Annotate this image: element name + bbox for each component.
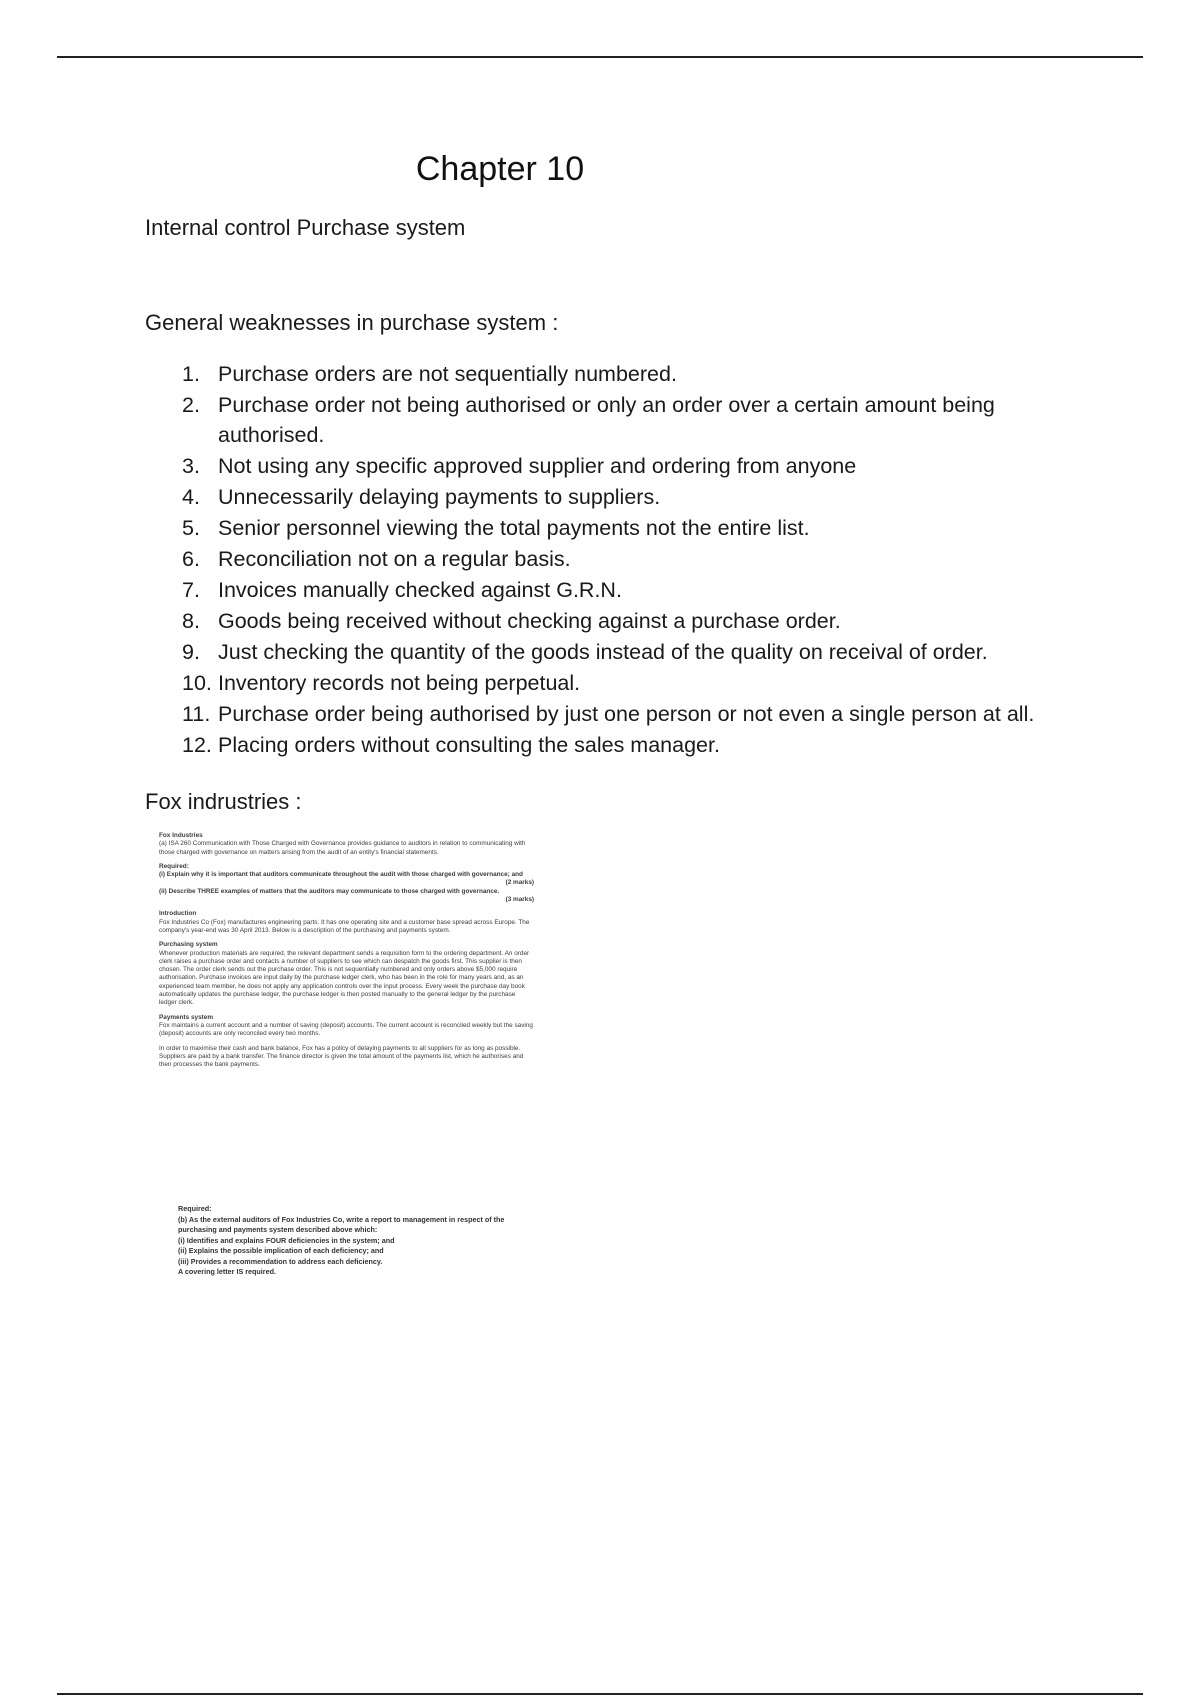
scan-payments-text-2: In order to maximise their cash and bank balance, Fox has a policy of delaying payments to all suppliers for as long as possible. Suppliers are paid by a bank transfer. The finance director is given the total amount of the payments list, which he authorises and then processes the bank payments. [159, 1044, 524, 1069]
scan-req-i-marks-row [159, 879, 534, 887]
weakness-text: Placing orders without consulting the sales manager. [218, 733, 720, 757]
weakness-item [145, 359, 1065, 389]
scan-req-ii-marks: (3 marks) [505, 896, 534, 904]
weakness-number: 9. [182, 640, 200, 664]
weaknesses-heading: General weaknesses in purchase system : [145, 310, 559, 335]
footer-rule [57, 1693, 1143, 1695]
weakness-item [145, 730, 1065, 760]
scan-upper-block [159, 832, 534, 1075]
scan-req-i: (i) Explain why it is important that auditors communicate throughout the audit with those charged with governance; and [159, 871, 523, 879]
weakness-number: 2. [182, 393, 200, 417]
scan-required-b-block [178, 1204, 618, 1278]
scan-required-label: Required: [159, 862, 189, 870]
scan-req-i-marks: (2 marks) [505, 879, 534, 887]
weakness-item [145, 451, 1065, 481]
weakness-item [145, 390, 1065, 450]
weakness-number: 6. [182, 547, 200, 571]
page-title: Chapter 10 [415, 150, 585, 188]
scan-required-b-line: (b) As the external auditors of Fox Industries Co, write a report to management in respect of the [178, 1214, 505, 1224]
weakness-number: 7. [182, 578, 200, 602]
weakness-item [145, 575, 1065, 605]
scan-required-b-line: Required: [178, 1204, 212, 1213]
scan-intro-heading: Introduction [159, 910, 197, 918]
weakness-text: Inventory records not being perpetual. [218, 671, 581, 695]
weakness-number: 1. [182, 362, 200, 386]
scan-required-b-line: (ii) Explains the possible implication of each deficiency; and [178, 1246, 384, 1255]
weakness-text: Not using any specific approved supplier and ordering from anyone [218, 454, 857, 478]
weakness-item [145, 699, 1065, 729]
weakness-text: Purchase order being authorised by just one person or not even a single person at all. [218, 702, 1035, 726]
scan-payments-heading: Payments system [159, 1013, 213, 1021]
weakness-number: 10. [182, 671, 212, 695]
page-subtitle: Internal control Purchase system [145, 215, 466, 240]
weakness-text: Goods being received without checking against a purchase order. [218, 609, 841, 633]
scan-purchasing-heading: Purchasing system [159, 941, 218, 949]
weakness-number: 8. [182, 609, 200, 633]
fox-heading: Fox indrustries : [145, 789, 302, 814]
fox-industries-scanned-image [153, 832, 623, 1302]
weakness-text: Just checking the quantity of the goods instead of the quality on receival of order. [218, 640, 988, 664]
weakness-item [145, 606, 1065, 636]
weakness-text: Unnecessarily delaying payments to suppliers. [218, 485, 661, 509]
weakness-item [145, 513, 1065, 543]
weakness-text: Senior personnel viewing the total payments not the entire list. [218, 516, 810, 540]
weakness-text: Purchase order not being authorised or only an order over a certain amount being authorised. [218, 393, 995, 447]
weakness-item [145, 482, 1065, 512]
weaknesses-list [145, 359, 1065, 761]
weakness-item [145, 668, 1065, 698]
scan-intro-a: (a) ISA 260 Communication with Those Charged with Governance provides guidance to auditors in relation to communicating with those charged with governance on matters arising from the audit of an entity's financial statements. [159, 840, 526, 856]
weakness-item [145, 637, 1065, 667]
scan-purchasing-text: Whenever production materials are required, the relevant department sends a requisition form to the ordering department. An order clerk raises a purchase order and contacts a number of suppliers to see which can despatch the goods first. This supplier is then chosen. The order clerk sends out the purchase order. This is not sequentially numbered and only orders above $5,000 require authorisation. Purchase invoices are input daily by the purchase ledger clerk, who has been in the role for many years and, as an experienced team member, he does not apply any application controls over the input process. Every week the purchase day book automatically updates the purchase ledger, the purchase ledger is then posted manually to the general ledger by the purchase ledger clerk. [159, 949, 530, 1007]
weakness-text: Reconciliation not on a regular basis. [218, 547, 571, 571]
weakness-number: 3. [182, 454, 200, 478]
scan-required-b-line: (iii) Provides a recommendation to address each deficiency. [178, 1256, 383, 1266]
weakness-item [145, 544, 1065, 574]
scan-req-ii-marks-row [159, 896, 534, 904]
weakness-number: 5. [182, 516, 200, 540]
header-rule [57, 56, 1143, 58]
weakness-text: Invoices manually checked against G.R.N. [218, 578, 622, 602]
weakness-number: 4. [182, 485, 200, 509]
weakness-text: Purchase orders are not sequentially numbered. [218, 362, 677, 386]
weakness-number: 11. [182, 702, 211, 726]
scan-required-b-line: A covering letter IS required. [178, 1267, 276, 1276]
scan-required-b-line: purchasing and payments system described above which: [178, 1225, 378, 1234]
scan-req-ii: (ii) Describe THREE examples of matters that the auditors may communicate to those charged with governance. [159, 887, 500, 895]
scan-payments-text: Fox maintains a current account and a number of saving (deposit) accounts. The current account is reconciled weekly but the saving (deposit) accounts are only reconciled every two months. [159, 1021, 533, 1038]
scan-intro-text: Fox Industries Co (Fox) manufactures engineering parts. It has one operating site and a customer base spread across Europe. The company's year-end was 30 April 2013. Below is a description of the purchasing and payments system. [159, 918, 530, 934]
weakness-number: 12. [182, 733, 212, 757]
scan-title: Fox Industries [159, 832, 203, 839]
scan-required-b-line: (i) Identifies and explains FOUR deficiencies in the system; and [178, 1235, 395, 1245]
